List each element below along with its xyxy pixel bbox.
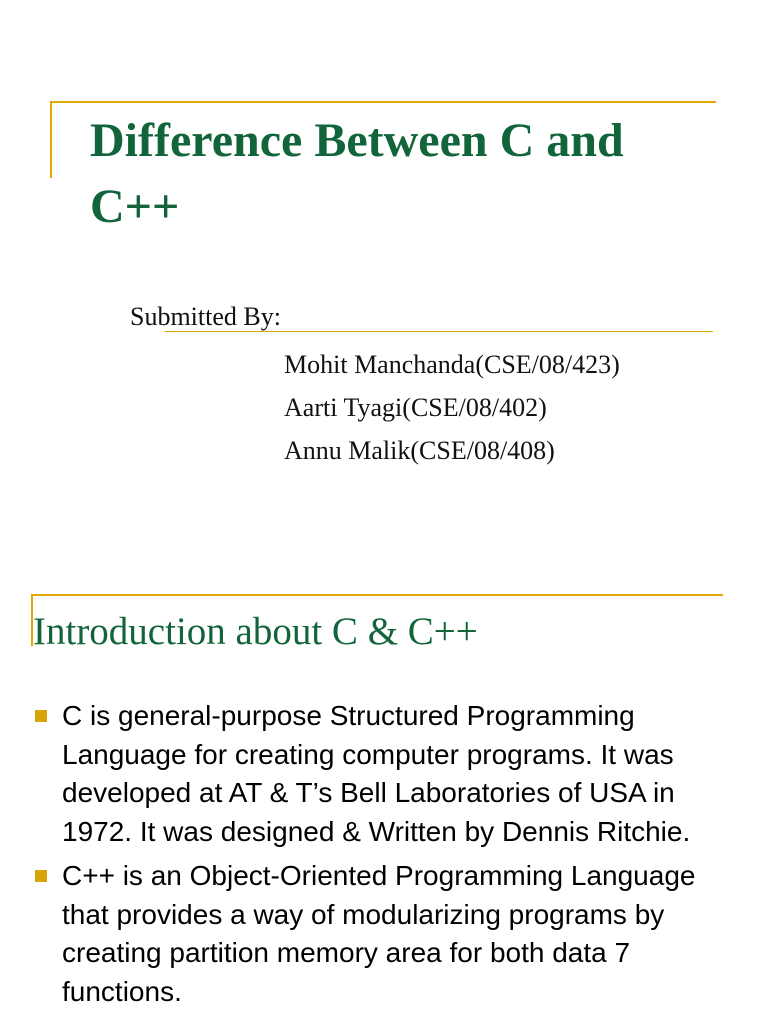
bullet-item [0, 857, 768, 1011]
bullet-item [0, 697, 768, 851]
intro-title: Introduction about C & C++ [33, 610, 478, 653]
bullet-text: C is general-purpose Structured Programming Language for creating computer programs. It was developed at AT & T’s Bell Laboratories of USA in 1972. It was designed & Written by Dennis Ritchie. [62, 700, 691, 847]
bullet-list [0, 697, 768, 1017]
author-item: Annu Malik(CSE/08/408) [284, 436, 555, 465]
square-bullet-icon [35, 710, 47, 722]
author-item: Aarti Tyagi(CSE/08/402) [284, 393, 547, 422]
submitted-accent-line [165, 331, 713, 332]
intro-accent-line [31, 594, 723, 596]
author-list [284, 343, 620, 472]
author-item: Mohit Manchanda(CSE/08/423) [284, 350, 620, 379]
square-bullet-icon [35, 870, 47, 882]
slide-title: Difference Between C and C++ [90, 114, 624, 233]
bullet-text: C++ is an Object-Oriented Programming Language that provides a way of modularizing programs by creating partition memory area for both data 7 functions. [62, 860, 696, 1007]
title-accent-line [50, 101, 716, 103]
title-accent-bar [50, 101, 52, 178]
submitted-by-label: Submitted By: [130, 302, 281, 331]
